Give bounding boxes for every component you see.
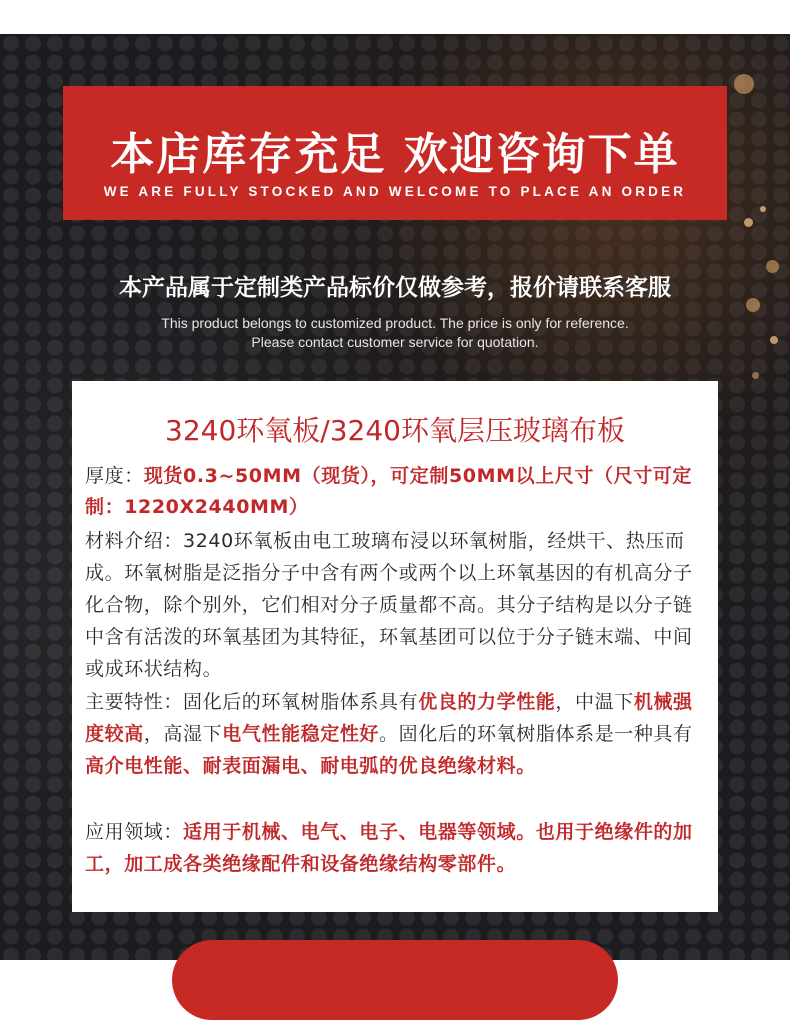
features-highlight: 优良的力学性能: [418, 691, 556, 713]
features-highlight: 机械强度较高: [85, 691, 693, 745]
features-text: ，高湿下: [143, 723, 223, 745]
next-section-header: [172, 940, 618, 1020]
product-title: 3240环氧板/3240环氧层压玻璃布板: [165, 414, 625, 447]
features-highlight: 电气性能稳定性好: [222, 723, 380, 745]
banner-subtitle: WE ARE FULLY STOCKED AND WELCOME TO PLACE AN ORDER: [103, 184, 687, 199]
bokeh-light: [760, 206, 766, 212]
thickness-label: 厚度：: [85, 465, 144, 487]
features-highlight: 高介电性能、耐表面漏电、耐电弧的优良绝缘材料。: [85, 755, 536, 777]
product-info-card: [72, 381, 718, 912]
thickness-value: 现货0.3~50MM（现货），可定制50MM以上尺寸（尺寸可定制：1220X2440MM）: [85, 465, 693, 518]
application-value: 适用于机械、电气、电子、电器等领域。也用于绝缘件的加工，加工成各类绝缘配件和设备绝缘结构零部件。: [85, 821, 693, 875]
price-notice-en-line1: This product belongs to customized product. The price is only for reference.: [161, 315, 629, 331]
bokeh-light: [744, 218, 753, 227]
price-notice-cn: 本产品属于定制类产品标价仅做参考，报价请联系客服: [119, 275, 671, 301]
material-paragraph: 材料介绍：3240环氧板由电工玻璃布浸以环氧树脂，经烘干、热压而成。环氧树脂是泛指分子中含有两个或两个以上环氧基因的有机高分子化合物，除个别外，它们相对分子质量都不高。其分子结构是以分子链中含有活泼的环氧基团为其特征，环氧基团可以位于分子链末端、中间或成环状结构。: [85, 530, 693, 680]
application-label: 应用领域：: [85, 821, 184, 843]
features-text: 主要特性：固化后的环氧树脂体系具有: [85, 691, 419, 713]
features-text: 。固化后的环氧树脂体系是一种具有: [379, 723, 693, 745]
application-paragraph: [85, 816, 705, 880]
features-text: ，中温下: [555, 691, 634, 713]
bokeh-light: [734, 74, 754, 94]
banner-title: 本店库存充足 欢迎咨询下单: [110, 129, 680, 180]
stock-banner: [63, 86, 727, 220]
thickness-paragraph: [85, 461, 705, 523]
features-paragraph: [85, 686, 705, 782]
price-notice-en: [0, 314, 790, 352]
bokeh-light: [752, 372, 759, 379]
price-notice-en-line2: Please contact customer service for quotation.: [251, 334, 539, 350]
